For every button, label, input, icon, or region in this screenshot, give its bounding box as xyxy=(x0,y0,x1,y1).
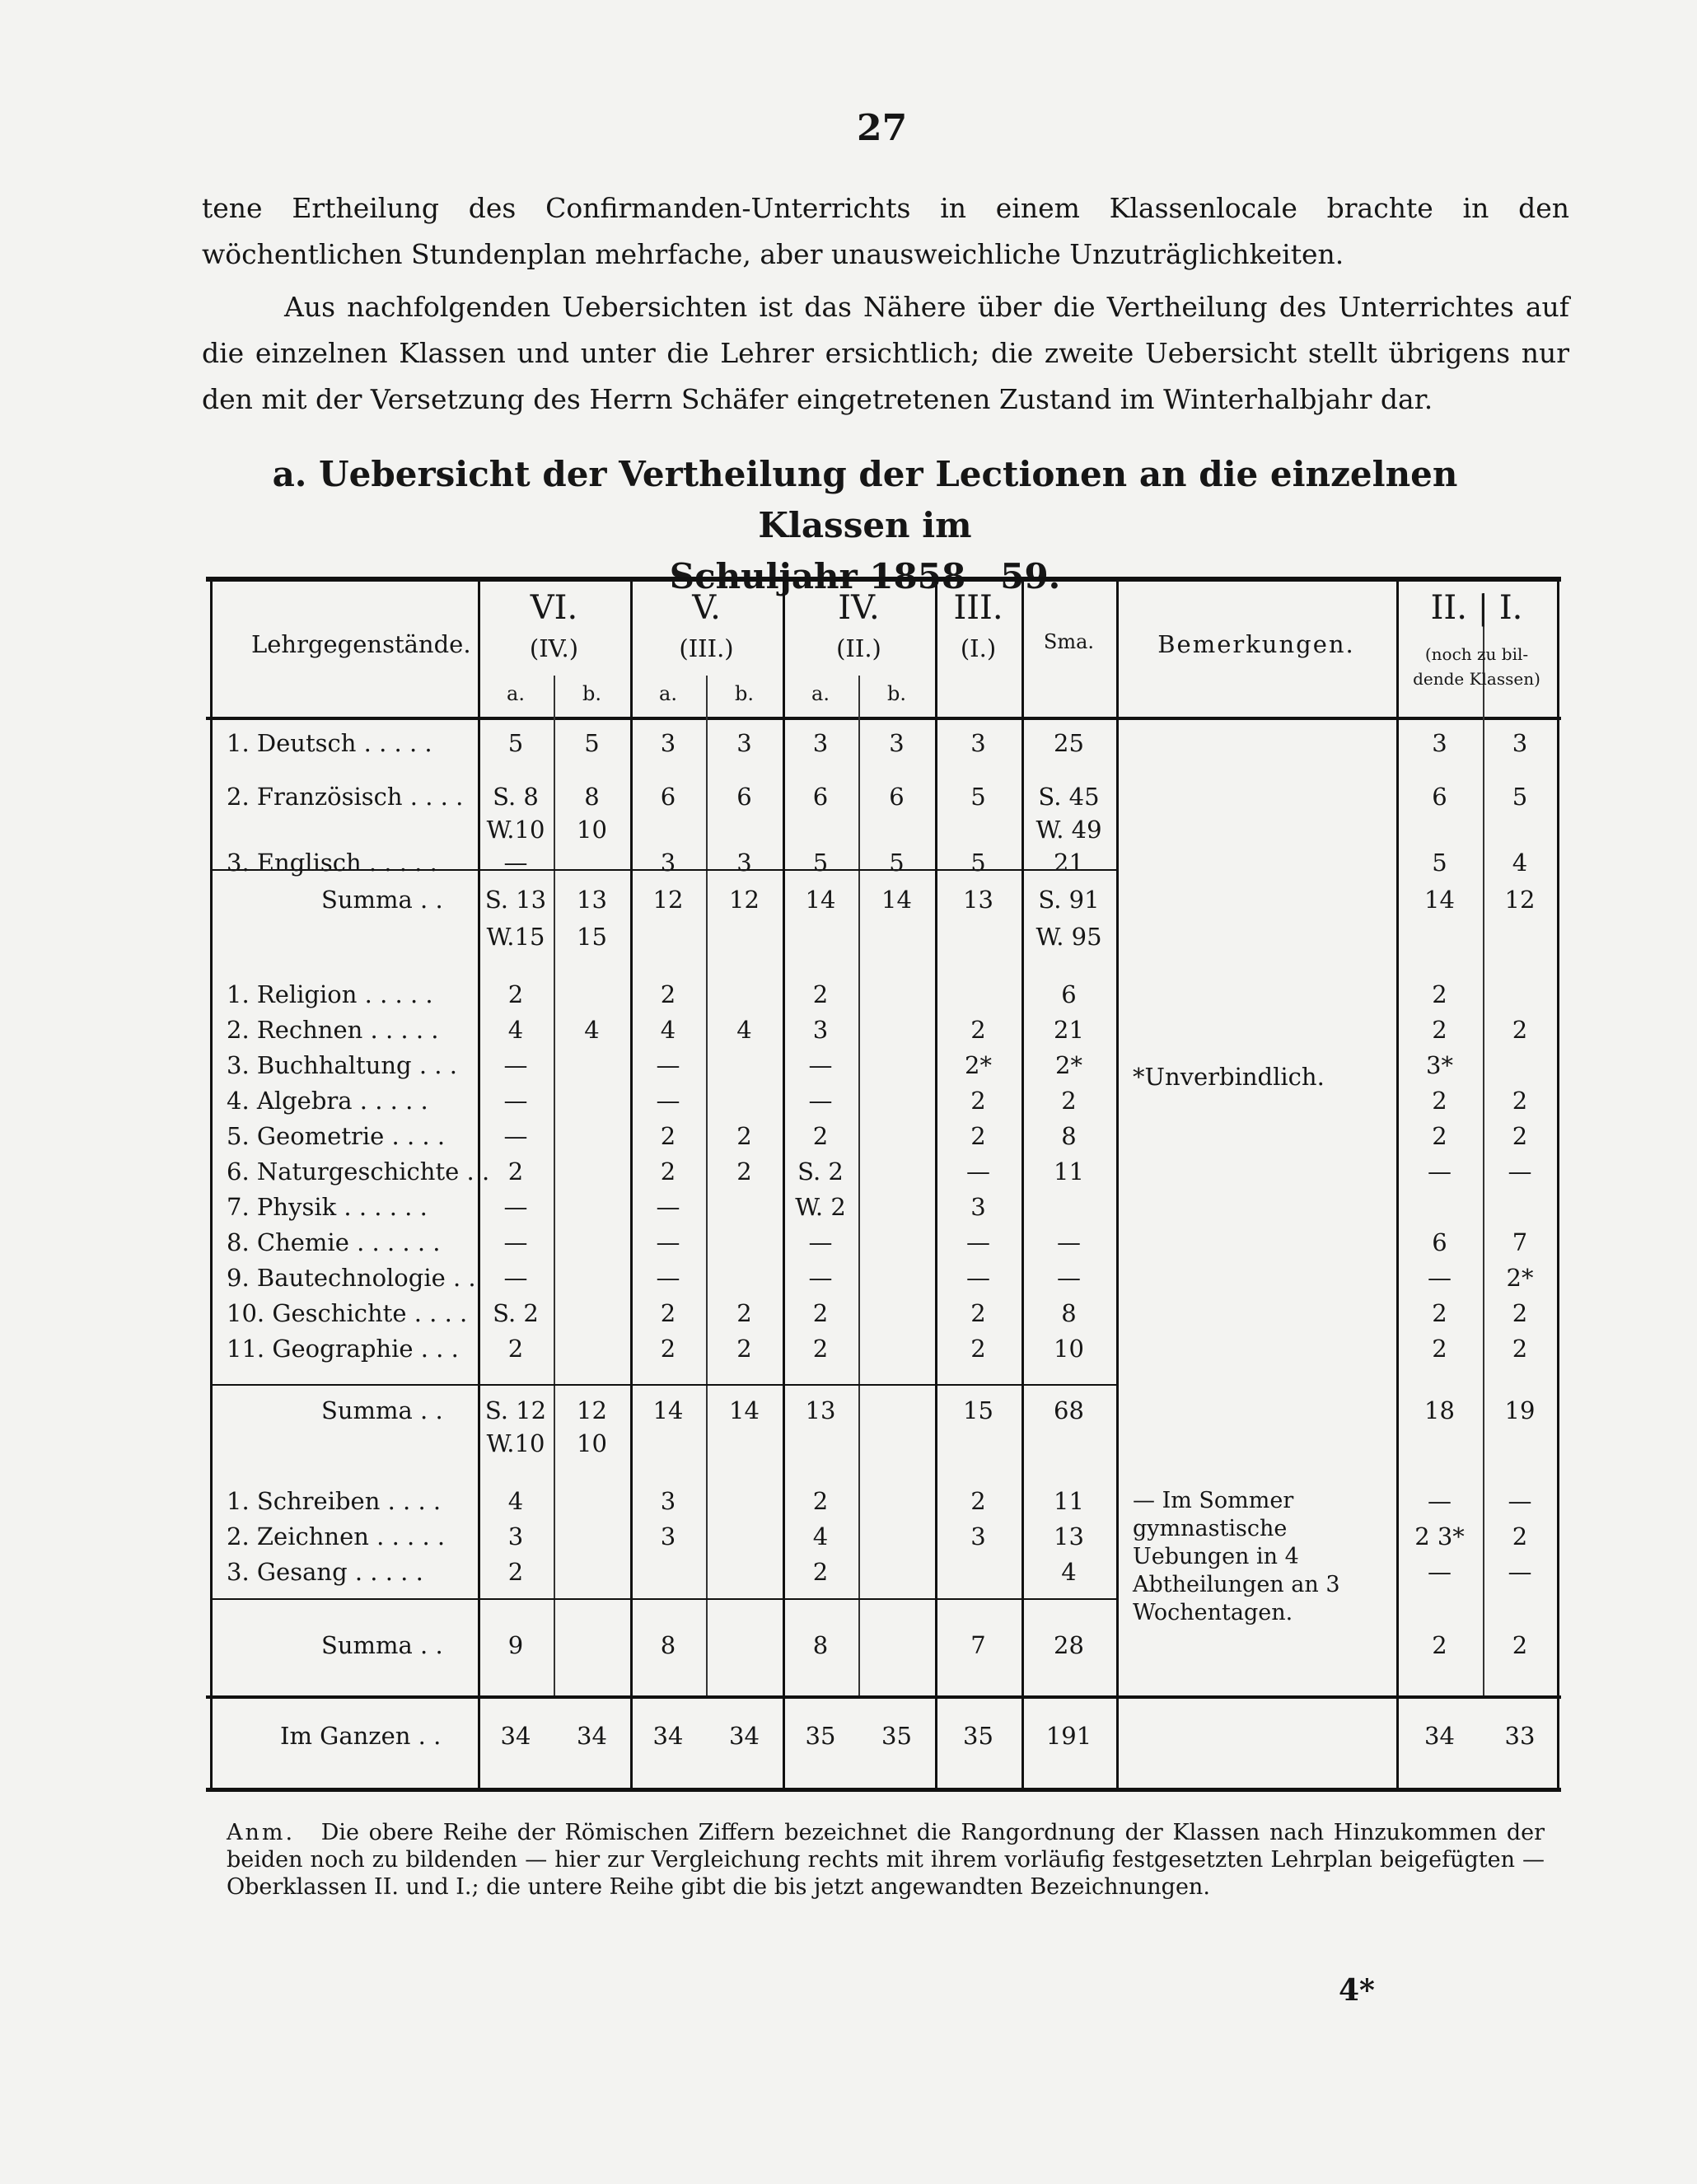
table-cell: 15 xyxy=(577,923,607,951)
table-cell: 191 xyxy=(1045,1722,1092,1750)
table-cell: 3 xyxy=(970,1522,986,1550)
table-cell-extra: 2 3* xyxy=(1414,1522,1465,1550)
table-cell-extra: 2 xyxy=(1432,1335,1447,1363)
table-cell: — xyxy=(503,1122,528,1150)
table-cell: 3 xyxy=(736,849,752,877)
header-col-VI-alt: (IV.) xyxy=(529,634,579,662)
table-cell-extra: 2 xyxy=(1512,1335,1528,1363)
table-cell: 6 xyxy=(736,783,752,811)
header-col-VI: VI. xyxy=(530,589,578,627)
table-cell: 2 xyxy=(736,1299,752,1327)
table-cell: — xyxy=(503,1228,528,1256)
table-cell: 2 xyxy=(970,1087,986,1115)
table-cell: W.10 xyxy=(486,1429,545,1457)
row-label: 10. Geschichte . . . . xyxy=(227,1299,468,1327)
table-cell-extra: 2 xyxy=(1432,980,1447,1008)
table-cell: 2 xyxy=(507,1335,524,1363)
table-cell-extra: 3 xyxy=(1432,729,1447,757)
table-cell-extra: 18 xyxy=(1424,1396,1455,1424)
table-cell-extra: 5 xyxy=(1432,849,1447,877)
header-col-III: III. xyxy=(953,589,1003,627)
header-col-IV-alt: (II.) xyxy=(836,634,881,662)
rule-summa3 xyxy=(210,1598,1116,1600)
table-cell: 12 xyxy=(577,1396,607,1424)
signature-mark: 4* xyxy=(1339,1973,1375,2008)
header-col-II-I-note2: dende Klassen) xyxy=(1413,669,1540,689)
table-cell: 28 xyxy=(1054,1631,1084,1659)
table-cell: 35 xyxy=(881,1722,912,1750)
table-cell-extra: — xyxy=(1428,1157,1452,1186)
table-cell: 2 xyxy=(970,1487,986,1515)
table-cell: 9 xyxy=(507,1631,524,1659)
intro-paragraph: tene Ertheilung des Confirmanden-Unterrichts in einem Klassenlocale brachte in den wöchentlichen Stundenplan mehrfache, aber unausweichliche Unzuträglichkeiten. xyxy=(202,192,1569,270)
table-cell-extra: 33 xyxy=(1504,1722,1536,1750)
row-label: 2. Französisch . . . . xyxy=(227,783,464,811)
row-label: 2. Zeichnen . . . . . xyxy=(227,1522,446,1550)
row-label: 1. Deutsch . . . . . xyxy=(227,729,432,757)
row-label: Summa . . xyxy=(321,886,443,914)
table-cell: 2 xyxy=(812,980,829,1008)
table-cell: 3 xyxy=(660,849,676,877)
row-label: 4. Algebra . . . . . xyxy=(227,1087,428,1115)
table-cell: 5 xyxy=(970,783,986,811)
header-col-II-I: II. | I. xyxy=(1430,589,1523,627)
remark-unverbindlich: *Unverbindlich. xyxy=(1133,1063,1325,1091)
table-cell: 14 xyxy=(729,1396,760,1424)
table-cell: S. 2 xyxy=(493,1299,539,1327)
table-cell-extra: 2 xyxy=(1512,1016,1528,1044)
table-cell: 3 xyxy=(970,1193,986,1221)
header-col-III-alt: (I.) xyxy=(960,634,997,662)
table-cell: — xyxy=(656,1087,680,1115)
row-label: 3. Buchhaltung . . . xyxy=(227,1051,457,1079)
table-cell-extra: 7 xyxy=(1512,1228,1528,1256)
table-cell: 3 xyxy=(812,729,829,757)
header-remarks: Bemerkungen. xyxy=(1157,630,1355,658)
table-cell-extra: 2* xyxy=(1506,1264,1534,1292)
table-cell: 10 xyxy=(577,816,607,844)
table-cell: 3 xyxy=(889,729,905,757)
table-cell: 2 xyxy=(507,980,524,1008)
table-cell-extra: 5 xyxy=(1512,783,1528,811)
row-label: 5. Geometrie . . . . xyxy=(227,1122,446,1150)
table-cell-extra: 2 xyxy=(1432,1631,1447,1659)
table-cell: 15 xyxy=(963,1396,993,1424)
table-cell: 3 xyxy=(660,1522,676,1550)
table-right-border xyxy=(1557,577,1559,1792)
table-cell: — xyxy=(808,1228,833,1256)
table-cell: 34 xyxy=(729,1722,760,1750)
table-cell: 10 xyxy=(577,1429,607,1457)
table-cell: 2 xyxy=(812,1122,829,1150)
table-cell: 8 xyxy=(584,783,600,811)
table-cell: — xyxy=(656,1228,680,1256)
table-cell-extra: 12 xyxy=(1504,886,1536,914)
table-cell: 4 xyxy=(660,1016,676,1044)
table-cell: 4 xyxy=(812,1522,829,1550)
table-cell: 21 xyxy=(1054,1016,1084,1044)
table-cell: 2 xyxy=(660,1122,676,1150)
table-bottom-rule xyxy=(206,1788,1561,1792)
header-col-IV: IV. xyxy=(838,589,880,627)
table-cell: W.10 xyxy=(486,816,545,844)
row-label: 8. Chemie . . . . . . xyxy=(227,1228,441,1256)
table-cell: — xyxy=(808,1264,833,1292)
remark-gymnastics: — Im Sommer gymnastische Uebungen in 4 Abtheilungen an 3 Wochentagen. xyxy=(1133,1488,1340,1625)
row-label: 7. Physik . . . . . . xyxy=(227,1193,428,1221)
table-cell: 4 xyxy=(507,1016,524,1044)
table-cell: 34 xyxy=(577,1722,607,1750)
subcol-rule-V xyxy=(706,676,708,1695)
table-cell-extra: 2 xyxy=(1512,1299,1528,1327)
header-sma: Sma. xyxy=(1043,630,1095,653)
table-cell: W. 2 xyxy=(795,1193,846,1221)
table-cell-extra: 34 xyxy=(1424,1722,1455,1750)
table-cell-extra: 14 xyxy=(1424,886,1455,914)
table-cell: 3 xyxy=(660,729,676,757)
header-sub-b: b. xyxy=(887,682,906,705)
table-cell: — xyxy=(966,1228,990,1256)
table-top-rule xyxy=(206,577,1561,582)
header-sub-a: a. xyxy=(507,682,525,705)
table-cell: 2 xyxy=(1061,1087,1077,1115)
table-cell: 2 xyxy=(812,1299,829,1327)
header-col-V-alt: (III.) xyxy=(679,634,734,662)
table-cell: 11 xyxy=(1054,1487,1084,1515)
table-cell: 14 xyxy=(652,1396,684,1424)
table-cell: 2 xyxy=(660,980,676,1008)
table-cell: 2 xyxy=(970,1299,986,1327)
table-cell: 3 xyxy=(736,729,752,757)
table-cell-extra: — xyxy=(1428,1558,1452,1586)
header-col-II-I-note1: (noch zu bil- xyxy=(1424,644,1529,664)
table-cell-extra: 19 xyxy=(1504,1396,1536,1424)
subcol-rule-IV xyxy=(858,676,860,1695)
table-cell: 8 xyxy=(1061,1122,1077,1150)
table-cell: S. 45 xyxy=(1038,783,1100,811)
header-sub-b: b. xyxy=(582,682,601,705)
table-cell: 12 xyxy=(729,886,760,914)
table-cell: 8 xyxy=(812,1631,829,1659)
table-cell: 2 xyxy=(736,1157,752,1186)
table-cell: 4 xyxy=(507,1487,524,1515)
table-cell: 6 xyxy=(812,783,829,811)
table-cell: 6 xyxy=(660,783,676,811)
row-label: Summa . . xyxy=(321,1631,443,1659)
table-cell: 2 xyxy=(812,1335,829,1363)
table-cell-extra: 3 xyxy=(1512,729,1528,757)
table-cell: 34 xyxy=(652,1722,684,1750)
table-cell-extra: 2 xyxy=(1432,1016,1447,1044)
table-cell-extra: — xyxy=(1508,1157,1532,1186)
table-cell: 2 xyxy=(660,1157,676,1186)
table-cell: 34 xyxy=(500,1722,531,1750)
header-sub-b: b. xyxy=(735,682,754,705)
table-cell: 2* xyxy=(1055,1051,1082,1079)
table-cell: 3 xyxy=(507,1522,524,1550)
table-cell: 68 xyxy=(1054,1396,1084,1424)
table-cell-extra: — xyxy=(1508,1558,1532,1586)
table-cell: 2 xyxy=(970,1016,986,1044)
row-label: 1. Religion . . . . . xyxy=(227,980,433,1008)
table-cell: 7 xyxy=(970,1631,986,1659)
table-cell: — xyxy=(503,849,528,877)
overview-paragraph: Aus nachfolgenden Uebersichten ist das Nähere über die Vertheilung des Unterrichtes auf die einzelnen Klassen und unter die Lehrer ersichtlich; die zweite Uebersicht stellt übrigens nur den mit der Versetzung des Herrn Schäfer eingetretenen Zustand im Winterhalbjahr dar. xyxy=(202,291,1569,415)
table-left-border xyxy=(210,577,213,1792)
table-cell: W.15 xyxy=(486,923,545,951)
table-cell: 25 xyxy=(1054,729,1084,757)
table-cell-extra: 2 xyxy=(1432,1087,1447,1115)
table-cell: 2 xyxy=(660,1299,676,1327)
table-cell-extra: 2 xyxy=(1512,1087,1528,1115)
table-cell: — xyxy=(656,1051,680,1079)
row-label: 3. Gesang . . . . . xyxy=(227,1558,423,1586)
table-cell: — xyxy=(808,1087,833,1115)
table-cell: 2 xyxy=(736,1122,752,1150)
table-cell: 2 xyxy=(812,1558,829,1586)
row-label: 3. Englisch . . . . . xyxy=(227,849,437,877)
table-cell-extra: 6 xyxy=(1432,1228,1447,1256)
table-cell: 35 xyxy=(963,1722,993,1750)
table-cell: — xyxy=(503,1193,528,1221)
table-cell: 3 xyxy=(812,1016,829,1044)
table-cell-extra: 2 xyxy=(1432,1122,1447,1150)
table-cell-extra: — xyxy=(1428,1487,1452,1515)
table-cell: 5 xyxy=(889,849,905,877)
row-label: Summa . . xyxy=(321,1396,443,1424)
table-cell-extra: 2 xyxy=(1512,1122,1528,1150)
table-cell: 2 xyxy=(812,1487,829,1515)
table-cell: — xyxy=(1057,1228,1081,1256)
table-cell: — xyxy=(656,1193,680,1221)
table-cell: 10 xyxy=(1054,1335,1084,1363)
table-cell: 4 xyxy=(584,1016,600,1044)
header-sub-a: a. xyxy=(659,682,677,705)
table-cell-extra: 4 xyxy=(1512,849,1528,877)
row-label: 9. Bautechnologie . . xyxy=(227,1264,476,1292)
heading-line-1: a. Uebersicht der Vertheilung der Lectionen an die einzelnen Klassen im xyxy=(272,454,1458,545)
table-cell: S. 2 xyxy=(797,1157,844,1186)
row-label: 2. Rechnen . . . . . xyxy=(227,1016,439,1044)
table-cell: — xyxy=(503,1264,528,1292)
table-cell: 8 xyxy=(660,1631,676,1659)
header-sub-a: a. xyxy=(811,682,830,705)
table-cell: — xyxy=(656,1264,680,1292)
row-label: 11. Geographie . . . xyxy=(227,1335,459,1363)
table-cell-extra: — xyxy=(1428,1264,1452,1292)
table-cell-extra: 3* xyxy=(1426,1051,1453,1079)
table-cell: 13 xyxy=(1054,1522,1084,1550)
footnote-text: Die obere Reihe der Römischen Ziffern bezeichnet die Rangordnung der Klassen nach Hinzukommen der beiden noch zu bildenden — hier zur Vergleichung rechts mit ihrem vorläufig festgesetzten Lehrplan beigefügten — Oberklassen II. und I.; die untere Reihe gibt die bis jetzt angewandten Bezeichnungen. xyxy=(227,1820,1545,1900)
table-cell: 35 xyxy=(805,1722,836,1750)
table-cell: — xyxy=(1057,1264,1081,1292)
table-cell: 5 xyxy=(812,849,829,877)
table-cell: — xyxy=(808,1051,833,1079)
col-rule-remarks xyxy=(1116,577,1119,1792)
table-cell: — xyxy=(966,1157,990,1186)
table-cell: W. 95 xyxy=(1035,923,1102,951)
footnote-label: Anm. xyxy=(227,1820,296,1845)
rule-summa2 xyxy=(210,1384,1116,1386)
table-cell-extra: 2 xyxy=(1512,1631,1528,1659)
footnote xyxy=(227,1819,1545,1901)
table-cell: 2* xyxy=(965,1051,992,1079)
table-cell-extra: 2 xyxy=(1512,1522,1528,1550)
lessons-table xyxy=(206,577,1561,1792)
table-cell: 14 xyxy=(805,886,836,914)
table-cell-extra: — xyxy=(1508,1487,1532,1515)
table-cell: 13 xyxy=(577,886,607,914)
header-col-V: V. xyxy=(692,589,721,627)
row-label: 1. Schreiben . . . . xyxy=(227,1487,442,1515)
table-cell: 13 xyxy=(805,1396,836,1424)
table-cell: 2 xyxy=(970,1122,986,1150)
table-cell: S. 13 xyxy=(484,886,547,914)
table-cell: 8 xyxy=(1061,1299,1077,1327)
table-cell: 5 xyxy=(507,729,524,757)
row-label: 6. Naturgeschichte . . xyxy=(227,1157,490,1186)
summary-rule xyxy=(206,1695,1561,1699)
table-cell: S. 8 xyxy=(493,783,539,811)
table-cell: 2 xyxy=(736,1335,752,1363)
table-cell: 14 xyxy=(881,886,912,914)
table-cell: 5 xyxy=(584,729,600,757)
table-cell: 12 xyxy=(652,886,684,914)
table-cell: 2 xyxy=(507,1157,524,1186)
table-cell: 4 xyxy=(736,1016,752,1044)
table-cell: 3 xyxy=(660,1487,676,1515)
table-cell: 5 xyxy=(970,849,986,877)
table-cell-extra: 6 xyxy=(1432,783,1447,811)
table-cell: 3 xyxy=(970,729,986,757)
table-cell: — xyxy=(503,1087,528,1115)
table-cell: — xyxy=(966,1264,990,1292)
page-number: 27 xyxy=(857,107,908,149)
table-cell: 11 xyxy=(1054,1157,1084,1186)
table-cell: 21 xyxy=(1054,849,1084,877)
table-cell: 2 xyxy=(507,1558,524,1586)
table-cell: S. 12 xyxy=(484,1396,547,1424)
table-cell: 13 xyxy=(963,886,993,914)
table-cell-extra: 2 xyxy=(1432,1299,1447,1327)
table-cell: 2 xyxy=(970,1335,986,1363)
table-cell: — xyxy=(503,1051,528,1079)
table-cell: W. 49 xyxy=(1035,816,1102,844)
table-cell: 2 xyxy=(660,1335,676,1363)
table-cell: 6 xyxy=(1061,980,1077,1008)
row-label: Im Ganzen . . xyxy=(280,1722,442,1750)
table-cell: S. 91 xyxy=(1038,886,1100,914)
header-rule xyxy=(206,717,1561,720)
table-cell: 6 xyxy=(889,783,905,811)
table-cell: 4 xyxy=(1061,1558,1077,1586)
header-subjects: Lehrgegenstände. xyxy=(251,630,471,658)
